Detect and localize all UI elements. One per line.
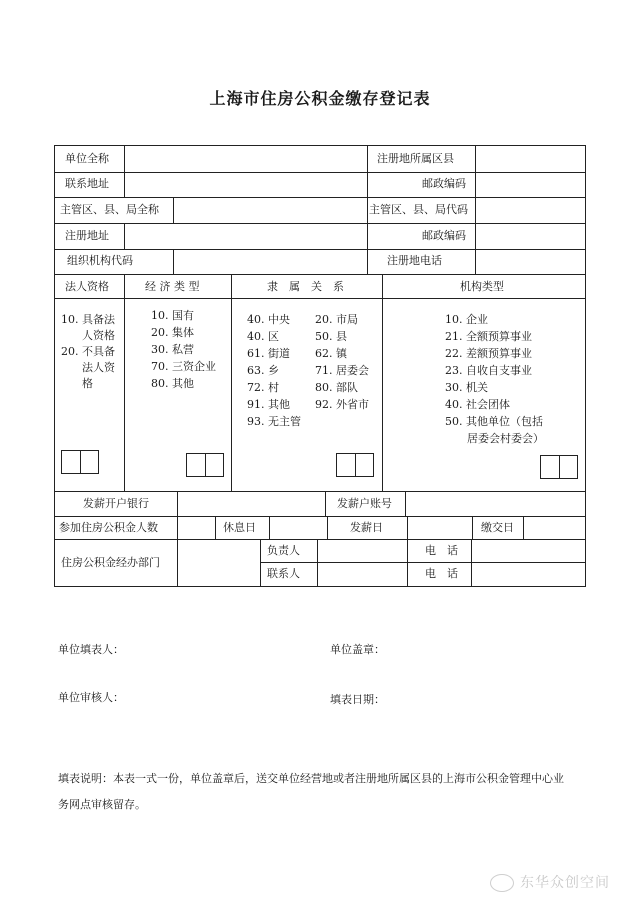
person-in-charge-label: 负责人 (267, 544, 300, 557)
legal-option: 人资格 (82, 329, 115, 342)
fill-date-label: 填表日期： (330, 693, 385, 706)
institution-option: 23. 自收自支事业 (445, 364, 532, 377)
form-note-line1: 填表说明：本表一式一份，单位盖章后，送交单位经营地或者注册地所属区县的上海市公积金管理中心业 (58, 772, 564, 785)
chat-bubble-icon (490, 874, 514, 892)
org-code-label: 组织机构代码 (67, 254, 133, 267)
institution-option: 30. 机关 (445, 381, 488, 394)
affiliation-option: 40. 区 (247, 330, 279, 343)
affiliation-option: 92. 外省市 (315, 398, 369, 411)
phone1-field[interactable] (472, 540, 584, 562)
filler-label: 单位填表人： (58, 643, 124, 656)
affiliation-option: 50. 县 (315, 330, 347, 343)
legal-option: 10. 具备法 (61, 313, 115, 326)
reg-address-label: 注册地址 (65, 229, 109, 242)
reg-phone-label: 注册地电话 (387, 254, 442, 267)
legal-code-box[interactable] (61, 450, 99, 474)
unit-name-field[interactable] (125, 147, 367, 172)
postcode2-label: 邮政编码 (422, 229, 466, 242)
deposit-day-label: 缴交日 (481, 521, 514, 534)
handling-dept-field[interactable] (178, 540, 260, 586)
watermark (490, 872, 610, 892)
phone2-label: 电 话 (425, 567, 458, 580)
competent-name-label: 主管区、县、局全称 (60, 203, 159, 216)
rest-day-field[interactable] (270, 517, 327, 539)
legal-option: 法人资 (82, 361, 115, 374)
legal-option: 20. 不具备 (61, 345, 115, 358)
economy-option: 30. 私营 (151, 343, 194, 356)
pay-day-field[interactable] (408, 517, 472, 539)
affiliation-header: 隶 属 关 系 (267, 280, 344, 293)
affiliation-code-box[interactable] (336, 453, 374, 477)
deposit-day-field[interactable] (524, 517, 584, 539)
institution-option: 40. 社会团体 (445, 398, 510, 411)
economy-code-box[interactable] (186, 453, 224, 477)
institution-option: 10. 企业 (445, 313, 488, 326)
participants-field[interactable] (178, 517, 215, 539)
reviewer-label: 单位审核人： (58, 691, 124, 704)
handling-dept-label: 住房公积金经办部门 (61, 556, 160, 569)
affiliation-option: 71. 居委会 (315, 364, 369, 377)
registration-form (54, 145, 586, 587)
legal-option: 格 (82, 377, 93, 390)
affiliation-option: 91. 其他 (247, 398, 290, 411)
salary-bank-label: 发薪开户银行 (83, 497, 149, 510)
affiliation-option: 20. 市局 (315, 313, 358, 326)
competent-code-field[interactable] (476, 198, 584, 223)
contact-address-field[interactable] (125, 173, 367, 197)
contact-address-label: 联系地址 (65, 177, 109, 190)
org-code-field[interactable] (174, 250, 367, 274)
economy-option: 70. 三资企业 (151, 360, 216, 373)
salary-account-field[interactable] (406, 492, 584, 516)
contact-person-field[interactable] (318, 563, 407, 586)
institution-option: 居委会村委会） (467, 432, 544, 445)
reg-address-field[interactable] (125, 224, 367, 249)
postcode1-label: 邮政编码 (422, 177, 466, 190)
salary-account-label: 发薪户账号 (337, 497, 392, 510)
competent-code-label: 主管区、县、局代码 (369, 203, 468, 216)
institution-option: 21. 全额预算事业 (445, 330, 532, 343)
institution-option: 50. 其他单位（包括 (445, 415, 543, 428)
reg-phone-field[interactable] (476, 250, 584, 274)
competent-name-field[interactable] (174, 198, 367, 223)
affiliation-option: 40. 中央 (247, 313, 290, 326)
participants-label: 参加住房公积金人数 (59, 521, 158, 534)
economy-option: 80. 其他 (151, 377, 194, 390)
affiliation-option: 61. 街道 (247, 347, 290, 360)
unit-name-label: 单位全称 (65, 152, 109, 165)
economy-option: 10. 国有 (151, 309, 194, 322)
person-in-charge-field[interactable] (318, 540, 407, 562)
economy-option: 20. 集体 (151, 326, 194, 339)
form-note-line2: 务网点审核留存。 (58, 798, 146, 811)
affiliation-option: 63. 乡 (247, 364, 279, 377)
institution-option: 22. 差额预算事业 (445, 347, 532, 360)
watermark-text: 东华众创空间 (520, 875, 610, 891)
postcode1-field[interactable] (476, 173, 584, 197)
phone2-field[interactable] (472, 563, 584, 586)
affiliation-option: 93. 无主管 (247, 415, 301, 428)
legal-status-header: 法人资格 (65, 280, 109, 293)
rest-day-label: 休息日 (223, 521, 256, 534)
affiliation-option: 72. 村 (247, 381, 279, 394)
affiliation-option: 80. 部队 (315, 381, 358, 394)
postcode2-field[interactable] (476, 224, 584, 249)
seal-label: 单位盖章： (330, 643, 385, 656)
institution-type-header: 机构类型 (460, 280, 504, 293)
affiliation-option: 62. 镇 (315, 347, 347, 360)
salary-bank-field[interactable] (178, 492, 325, 516)
form-title: 上海市住房公积金缴存登记表 (209, 89, 431, 108)
phone1-label: 电 话 (425, 544, 458, 557)
contact-person-label: 联系人 (267, 567, 300, 580)
institution-code-box[interactable] (540, 455, 578, 479)
reg-district-field[interactable] (476, 147, 584, 172)
pay-day-label: 发薪日 (350, 521, 383, 534)
reg-district-label: 注册地所属区县 (377, 152, 454, 165)
economy-type-header: 经 济 类 型 (145, 280, 200, 293)
